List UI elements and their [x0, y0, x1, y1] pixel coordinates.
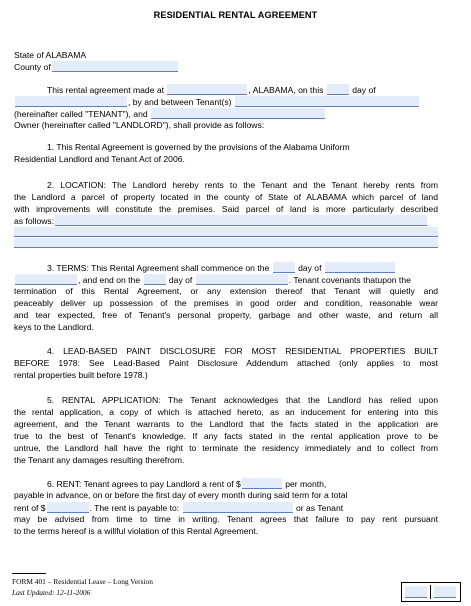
end-month-field[interactable] — [196, 274, 288, 285]
rent-payee-field[interactable] — [183, 502, 293, 513]
section-3-line-1: 3. TERMS: This Rental Agreement shall commence on the day of — [47, 262, 457, 274]
section-5-line-4: true to the best of Tenant's knowledge. If any facts stated in the rental application prove to be — [14, 431, 438, 441]
agreement-location-field[interactable] — [167, 84, 247, 95]
section-5-line-3: agreement, and the Tenant warrants to the Landlord that the facts stated in the application are — [14, 419, 438, 429]
tenant-name-field[interactable] — [235, 96, 419, 107]
property-description-field-2[interactable] — [14, 227, 438, 237]
section-6-line-2: payable in advance, on or before the first day of every month during said term for a total — [14, 490, 348, 500]
section-3-line-2: , and end on the day of . Tenant covenants thatupon the — [14, 274, 457, 286]
section-6-line-5: to the terms hereof is a willful violation of this Rental Agreement. — [14, 526, 259, 536]
section-6-line-3: rent of $ . The rent is payable to: or as Tenant — [14, 503, 344, 513]
intro-line-4: Owner (hereinafter called "LANDLORD"), shall provide as follows: — [14, 120, 265, 130]
agreement-month-field[interactable] — [15, 96, 127, 107]
property-description-field-3[interactable] — [14, 238, 438, 248]
section-2-line-1: 2. LOCATION: The Landlord hereby rents to the Tenant and the Tenant hereby rents from — [47, 180, 438, 190]
intro-line-3: (hereinafter called "TENANT"), and — [14, 108, 457, 120]
county-label: County of — [14, 62, 51, 72]
section-6-line-4: may be advised from time to time in writing. Tenant agrees that failure to pay rent pursuant — [14, 514, 438, 524]
section-6-line-1: 6. RENT: Tenant agrees to pay Landlord a rent of $ per month, — [47, 479, 327, 489]
commence-year-field[interactable] — [15, 274, 77, 285]
section-4-line-2: BEFORE 1978: See Lead-Based Paint Disclosure Addendum attached (only applies to most — [14, 358, 438, 368]
section-5-line-1: 5. RENTAL APPLICATION: The Tenant acknowledges that the Landlord has relied upon — [47, 395, 438, 405]
intro-line-1: This rental agreement made at , ALABAMA, on this day of — [47, 85, 376, 95]
landlord-initials-field[interactable] — [434, 586, 456, 598]
section-5-line-6: the Tenant any damages resulting therefrom. — [14, 455, 185, 465]
section-1-line-1: 1. This Rental Agreement is governed by the provisions of the Alabama Uniform — [47, 142, 350, 152]
state-label: State of ALABAMA — [14, 50, 87, 60]
intro-line-2: , by and between Tenant(s) — [14, 96, 457, 108]
state-line — [14, 50, 457, 61]
section-2-line-3: with improvements will constitute the premises. Said parcel of land is more particularly described — [14, 204, 438, 214]
monthly-rent-field[interactable] — [242, 478, 282, 489]
section-5-line-2: the rental application, a copy of which is attached hereto, as an inducement for entering into this — [14, 407, 438, 417]
footer-rule — [12, 573, 46, 574]
document-title: RESIDENTIAL RENTAL AGREEMENT — [153, 10, 318, 20]
section-5-line-5: untrue, the Landlord hall have the right to terminate the residency immediately and to collect from — [14, 443, 438, 453]
section-1-line-2: Residential Landlord and Tenant Act of 2006. — [14, 154, 185, 164]
commence-month-field[interactable] — [325, 262, 395, 273]
initials-divider — [430, 585, 431, 599]
section-2-line-4: as follows: — [14, 215, 457, 227]
last-updated: Last Updated: 12-11-2006 — [12, 588, 91, 597]
property-description-field-1[interactable] — [55, 215, 427, 226]
section-4-line-3: rental properties built before 1978.) — [14, 370, 148, 380]
tenant-initials-field[interactable] — [405, 586, 427, 598]
commence-day-field[interactable] — [273, 262, 295, 273]
section-4-line-1: 4. LEAD-BASED PAINT DISCLOSURE FOR MOST RESIDENTIAL PROPERTIES BUILT — [47, 346, 438, 356]
section-3-line-5: and tear expected, free of Tenant's personal property, garbage and other waste, and return all — [14, 310, 438, 320]
form-number: FORM 401 – Residential Lease – Long Version — [12, 577, 153, 586]
section-3-line-4: peaceably deliver up possession of the premises in good order and condition, reasonable wear — [14, 298, 438, 308]
end-day-field[interactable] — [144, 274, 166, 285]
total-rent-field[interactable] — [47, 502, 89, 513]
section-2-line-2: the Landlord a parcel of property located in the county of State of ALABAMA which parcel of land — [14, 192, 438, 202]
initials-box — [401, 582, 461, 602]
county-line — [14, 61, 457, 73]
section-3-line-3: termination of this Rental Agreement, or any extension thereof that Tenant will quietly and — [14, 286, 438, 296]
agreement-day-field[interactable] — [327, 84, 349, 95]
section-3-line-6: keys to the Landlord. — [14, 322, 94, 332]
owner-name-field[interactable] — [151, 108, 325, 119]
county-field[interactable] — [52, 61, 178, 72]
